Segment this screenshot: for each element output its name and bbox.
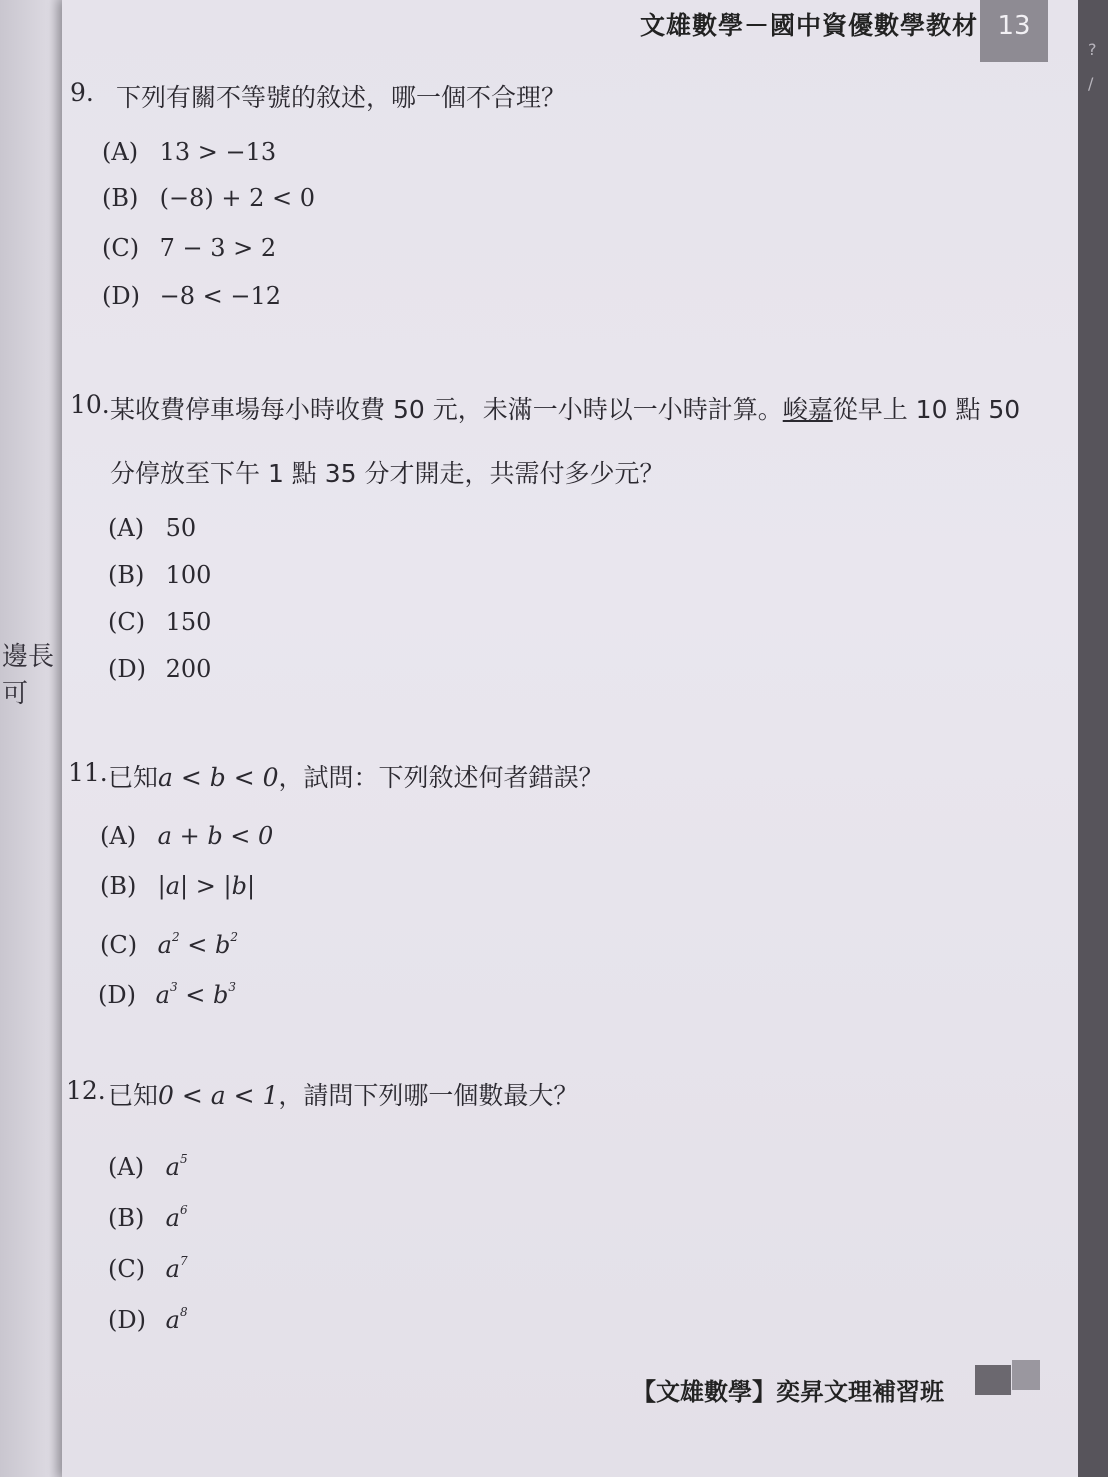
option-b — [108, 1203, 188, 1232]
option-label: (A) — [102, 138, 139, 166]
option-text: (−8) + 2 < 0 — [159, 184, 316, 212]
option-label: (B) — [108, 1204, 145, 1232]
page-number: 13 — [980, 0, 1048, 62]
person-name: 峻嘉 — [782, 395, 833, 424]
option-d — [102, 282, 281, 310]
option-label: (D) — [98, 981, 136, 1009]
option-label: (B) — [108, 561, 145, 589]
question-stem-part: ，請問下列哪一個數最大？ — [278, 1081, 579, 1110]
condition-expression: a < b < 0 — [158, 763, 279, 792]
option-text: 100 — [165, 561, 212, 589]
question-stem-line-2: 分停放至下午 1 點 35 分才開走，共需付多少元？ — [110, 459, 665, 488]
option-d — [108, 655, 211, 683]
base: b — [212, 981, 229, 1009]
option-math — [166, 1255, 188, 1283]
option-text: 200 — [165, 655, 212, 683]
option-text: a + b < 0 — [157, 822, 274, 850]
option-d — [98, 980, 236, 1009]
footer-decoration — [1012, 1360, 1040, 1390]
question-number: 10. — [70, 390, 110, 419]
option-label: (C) — [108, 1255, 146, 1283]
relation: < — [179, 931, 215, 959]
edge-mark: / — [1088, 74, 1094, 93]
exponent: 2 — [171, 930, 180, 944]
option-text: 50 — [165, 514, 197, 542]
option-text: 150 — [165, 608, 212, 636]
base: a — [165, 1204, 180, 1232]
question-stem — [108, 758, 604, 794]
worksheet-page — [62, 0, 1078, 1477]
page-header-title: 文雄數學－國中資優數學教材 — [640, 11, 979, 40]
question-number: 11. — [68, 758, 108, 787]
exponent: 3 — [228, 980, 236, 994]
exponent: 8 — [179, 1305, 188, 1319]
base: a — [165, 1255, 180, 1283]
option-text: −8 < −12 — [159, 282, 282, 310]
option-label: (A) — [108, 514, 145, 542]
edge-mark: ? — [1088, 40, 1097, 59]
exponent: 5 — [179, 1152, 188, 1166]
exponent: 7 — [179, 1254, 188, 1268]
option-d — [108, 1305, 188, 1334]
question-stem — [108, 1076, 578, 1112]
exponent: 3 — [169, 980, 178, 994]
exponent: 2 — [230, 930, 238, 944]
question-stem-part: 已知 — [108, 763, 159, 792]
option-a — [102, 138, 276, 166]
option-label: (C) — [108, 608, 146, 636]
option-label: (A) — [108, 1153, 145, 1181]
option-c — [102, 234, 276, 262]
question-stem-part: 已知 — [108, 1081, 159, 1110]
option-label: (B) — [100, 872, 137, 900]
option-math — [166, 1306, 188, 1334]
base: a — [155, 981, 170, 1009]
question-stem: 下列有關不等號的敘述，哪一個不合理？ — [116, 83, 567, 112]
option-math — [156, 981, 236, 1009]
question-stem-line-1 — [110, 390, 1020, 426]
option-b — [102, 184, 315, 212]
option-a — [100, 822, 273, 850]
option-label: (C) — [100, 931, 138, 959]
option-a — [108, 514, 196, 542]
option-a — [108, 1152, 188, 1181]
base: a — [165, 1306, 180, 1334]
option-label: (D) — [102, 282, 140, 310]
question-number: 9. — [70, 78, 94, 107]
option-label: (B) — [102, 184, 139, 212]
option-label: (D) — [108, 1306, 146, 1334]
question-stem-part: 從早上 10 點 50 — [832, 395, 1021, 424]
option-text: 13 > −13 — [159, 138, 277, 166]
question-stem-part: 某收費停車場每小時收費 50 元，未滿一小時以一小時計算。 — [110, 395, 783, 424]
option-text: 7 − 3 > 2 — [159, 234, 277, 262]
option-math — [158, 931, 238, 959]
footer-decoration — [975, 1365, 1011, 1395]
option-c — [100, 930, 238, 959]
option-c — [108, 608, 211, 636]
option-c — [108, 1254, 188, 1283]
option-label: (A) — [100, 822, 137, 850]
page-footer: 【文雄數學】奕昇文理補習班 — [632, 1378, 944, 1406]
adjacent-page-text: 邊長可 — [2, 642, 55, 709]
option-b — [108, 561, 211, 589]
background-edge — [1078, 0, 1108, 1477]
exponent: 6 — [179, 1203, 188, 1217]
option-label: (D) — [108, 655, 146, 683]
option-label: (C) — [102, 234, 140, 262]
condition-expression: 0 < a < 1 — [158, 1081, 279, 1110]
base: a — [157, 931, 172, 959]
question-stem-part: ，試問：下列敘述何者錯誤？ — [278, 763, 604, 792]
relation: < — [177, 981, 213, 1009]
adjacent-page — [0, 0, 70, 1477]
question-number: 12. — [66, 1076, 106, 1105]
base: b — [214, 931, 231, 959]
option-math — [166, 1204, 188, 1232]
option-text: |a| > |b| — [157, 872, 256, 900]
option-math — [166, 1153, 188, 1181]
option-b — [100, 872, 255, 900]
base: a — [165, 1153, 180, 1181]
